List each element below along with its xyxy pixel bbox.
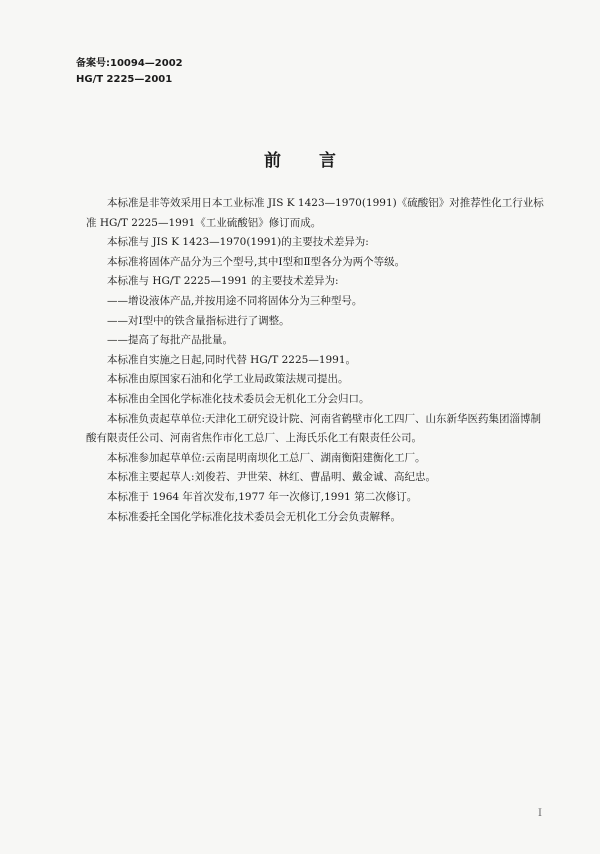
page-number: I xyxy=(538,808,542,819)
page-title: 前言 xyxy=(264,151,374,171)
paragraph: ——增设液体产品,并按用途不同将固体分为三种型号。 xyxy=(107,294,363,307)
paragraph: ——提高了每批产品批量。 xyxy=(107,334,233,347)
paragraph: 本标准与 JIS K 1423—1970(1991)的主要技术差异为: xyxy=(107,236,369,249)
paragraph: 本标准负责起草单位:天津化工研究设计院、河南省鹤壁市化工四厂、山东新华医药集团淄博制酸有限责任公司、河南省焦作市化工总厂、上海氏乐化工有限责任公司。 xyxy=(86,412,542,445)
standard-code: HG/T 2225—2001 xyxy=(76,74,173,85)
paragraph: 本标准由原国家石油和化学工业局政策法规司提出。 xyxy=(107,373,349,386)
paragraph: 本标准与 HG/T 2225—1991 的主要技术差异为: xyxy=(107,275,339,288)
paragraph: ——对Ⅰ型中的铁含量指标进行了调整。 xyxy=(107,314,290,327)
paragraph: 本标准主要起草人:刘俊若、尹世荣、林红、曹晶明、戴金诚、高纪忠。 xyxy=(107,471,437,484)
document-body xyxy=(86,194,546,527)
filing-number: 备案号:10094—2002 xyxy=(76,58,183,69)
paragraph: 本标准自实施之日起,同时代替 HG/T 2225—1991。 xyxy=(107,353,357,366)
document-header xyxy=(76,56,183,88)
paragraph: 本标准于 1964 年首次发布,1977 年一次修订,1991 第二次修订。 xyxy=(107,490,418,503)
paragraph: 本标准参加起草单位:云南昆明南坝化工总厂、湖南衡阳建衡化工厂。 xyxy=(107,451,426,464)
paragraph: 本标准委托全国化学标准化技术委员会无机化工分会负责解释。 xyxy=(107,510,401,523)
paragraph: 本标准是非等效采用日本工业标准 JIS K 1423—1970(1991)《硫酸铝》对推荐性化工行业标准 HG/T 2225—1991《工业硫酸铝》修订而成。 xyxy=(86,197,544,229)
paragraph: 本标准由全国化学标准化技术委员会无机化工分会归口。 xyxy=(107,392,370,405)
paragraph: 本标准将固体产品分为三个型号,其中Ⅰ型和Ⅱ型各分为两个等级。 xyxy=(107,255,406,268)
